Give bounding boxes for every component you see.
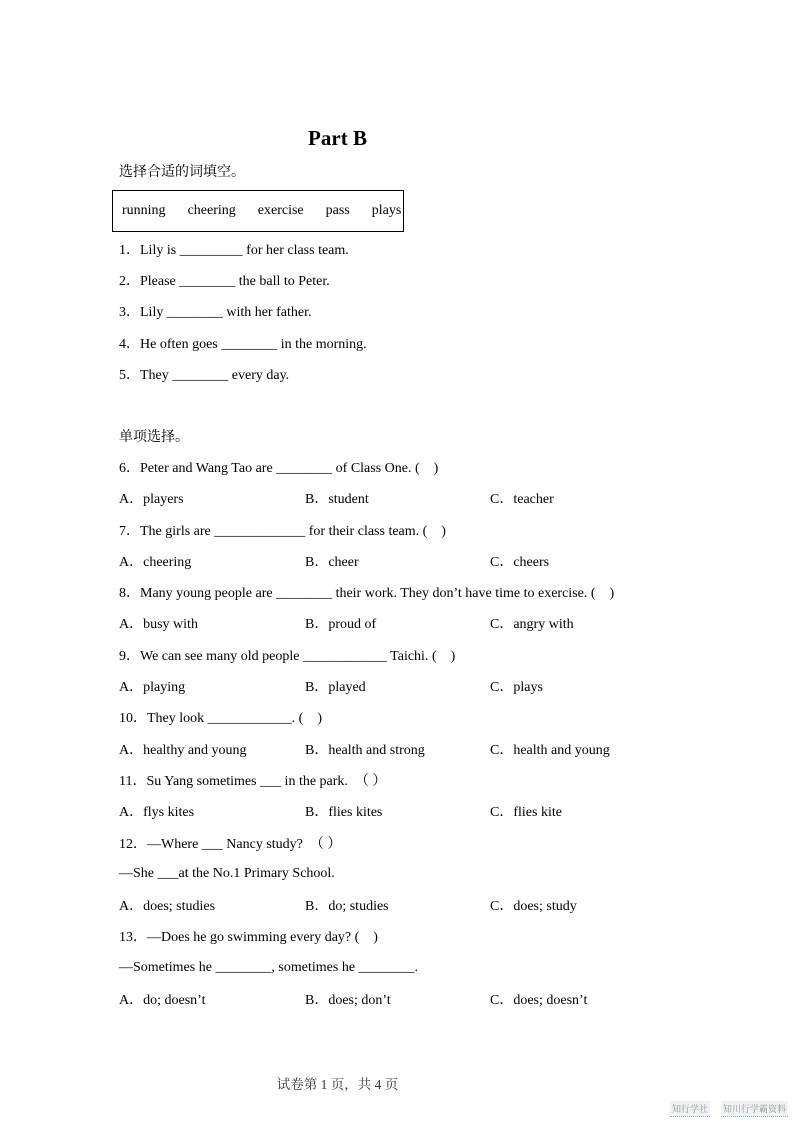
mc-question-continuation (119, 952, 733, 983)
watermark-right: 知川行学霸资料 (721, 1101, 788, 1117)
mc-question-text: 12．—Where ___ Nancy study? （ ） (119, 836, 342, 852)
mc-question-text: 9．We can see many old people ____________ Taichi. ( ) (119, 648, 456, 664)
page-footer: 试卷第 1 页，共 4 页 (276, 1077, 399, 1092)
word-bank-box (112, 190, 404, 232)
fill-question-line (119, 233, 733, 264)
mc-question-line (119, 764, 733, 795)
options-row (119, 983, 733, 1014)
option-c: C．angry with (490, 617, 574, 633)
mc-question-line (119, 702, 733, 733)
word-bank-item: plays (371, 203, 402, 218)
fill-question-line (119, 296, 733, 327)
mc-question-line (119, 514, 733, 545)
options-row (119, 608, 733, 639)
word-bank-item: pass (325, 203, 350, 218)
option-a: A．do; doesn’t (119, 992, 206, 1008)
watermark (670, 1101, 788, 1117)
option-b: B．does; don’t (305, 992, 391, 1008)
options-row (119, 545, 733, 576)
mc-question-line (119, 827, 733, 858)
option-c: C．health and young (490, 742, 610, 758)
option-c: C．flies kite (490, 805, 562, 821)
option-c: C．teacher (490, 492, 554, 508)
options-row (119, 889, 733, 920)
watermark-left: 知行学社 (670, 1101, 710, 1117)
option-b: B．flies kites (305, 805, 383, 821)
mc-question-text: 7．The girls are _____________ for their class team. ( ) (119, 523, 446, 539)
part-title: Part B (308, 126, 367, 150)
fill-section-instruction: 选择合适的词填空。 (119, 165, 245, 180)
options-row (119, 670, 733, 701)
mc-question-continuation (119, 858, 733, 889)
option-b: B．do; studies (305, 899, 389, 915)
mc-question-text: 10．They look ____________. ( ) (119, 711, 322, 727)
options-row (119, 796, 733, 827)
mc-question-text: 8．Many young people are ________ their work. They don’t have time to exercise. ( ) (119, 586, 615, 602)
option-b: B．student (305, 492, 369, 508)
option-a: A．players (119, 492, 184, 508)
mc-question-line (119, 576, 733, 607)
option-c: C．does; study (490, 899, 577, 915)
options-row (119, 733, 733, 764)
options-row (119, 483, 733, 514)
word-bank-item: cheering (187, 203, 236, 218)
multiple-choice-section (119, 420, 733, 1015)
fill-question-text: 3．Lily ________ with her father. (119, 305, 312, 321)
mc-question-line (119, 921, 733, 952)
mc-instruction-text: 单项选择。 (119, 429, 189, 445)
option-c: C．cheers (490, 554, 550, 570)
word-bank-item: exercise (257, 203, 304, 218)
option-a: A．does; studies (119, 899, 216, 915)
option-a: A．playing (119, 680, 186, 696)
mc-question-text: —Sometimes he ________, sometimes he ________. (119, 959, 419, 975)
fill-question-line (119, 264, 733, 295)
option-b: B．cheer (305, 554, 359, 570)
option-b: B．proud of (305, 617, 377, 633)
word-bank-item: running (122, 203, 166, 218)
option-a: A．healthy and young (119, 742, 247, 758)
mc-question-text: 13．—Does he go swimming every day? ( ) (119, 930, 378, 946)
fill-question-text: 5．They ________ every day. (119, 367, 290, 383)
mc-question-line (119, 639, 733, 670)
option-a: A．cheering (119, 554, 192, 570)
option-a: A．busy with (119, 617, 198, 633)
option-c: C．plays (490, 680, 543, 696)
option-c: C．does; doesn’t (490, 992, 588, 1008)
fill-questions (119, 233, 733, 389)
option-b: B．played (305, 680, 366, 696)
fill-question-text: 4．He often goes ________ in the morning. (119, 336, 367, 352)
mc-question-line (119, 451, 733, 482)
fill-question-text: 2．Please ________ the ball to Peter. (119, 273, 330, 289)
option-a: A．flys kites (119, 805, 195, 821)
fill-question-text: 1．Lily is _________ for her class team. (119, 242, 349, 258)
mc-question-text: 6．Peter and Wang Tao are ________ of Class One. ( ) (119, 460, 439, 476)
mc-question-text: —She ___at the No.1 Primary School. (119, 865, 335, 881)
mc-question-text: 11．Su Yang sometimes ___ in the park. （ ） (119, 773, 387, 789)
option-b: B．health and strong (305, 742, 425, 758)
fill-question-line (119, 358, 733, 389)
mc-section-instruction (119, 420, 733, 451)
fill-question-line (119, 327, 733, 358)
